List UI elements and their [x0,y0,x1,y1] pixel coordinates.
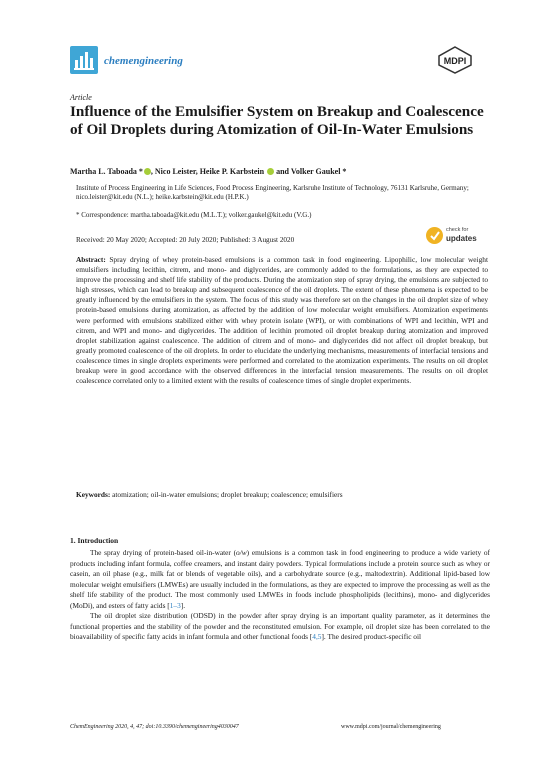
affiliation: Institute of Process Engineering in Life Sciences, Food Process Engineering, Karlsruhe Institute of Technology, 76131 Karlsruhe, Germany; nico.leister@kit.edu (N.L.); heike.karbstein@kit.edu (H.P.K.) [76,184,469,202]
keywords-text: atomization; oil-in-water emulsions; droplet breakup; coalescence; emulsifiers [112,490,343,499]
author-gaukel[interactable]: and Volker Gaukel * [276,167,347,176]
check-for-updates-badge[interactable] [426,225,480,247]
publisher-name: MDPI [443,56,467,66]
abstract [76,255,488,386]
reference-link[interactable]: 1–3 [169,600,181,610]
article-title: Influence of the Emulsifier System on Breakup and Coalescence of Oil Droplets during Atomization of Oil-In-Water Emulsions [70,103,484,138]
keywords-label: Keywords: [76,490,111,499]
authors [70,167,490,176]
correspondence: * Correspondence: martha.taboada@kit.edu (M.L.T.); volker.gaukel@kit.edu (V.G.) [76,211,312,219]
introduction-body [70,548,490,643]
updates-label-2: updates [446,234,477,243]
article-type: Article [70,93,92,102]
authors-middle[interactable]: , Nico Leister, Heike P. Karbstein [150,167,265,176]
footer-url[interactable]: www.mdpi.com/journal/chemengineering [341,724,441,730]
journal-logo-icon [70,46,98,74]
author-taboada[interactable]: Martha L. Taboada * [70,167,143,176]
abstract-label: Abstract: [76,255,106,264]
reference-link[interactable]: 4,5 [312,632,322,642]
abstract-text: Spray drying of whey protein-based emulsions is a common task in food engineering. Lipophilic, low molecular weight emulsifiers including lecithin, citrem, and mono- and diglycerides, are commonly added to the formulations, as they are expected to improve the processing and shelf life stability of the products. During the atomization step of spray drying, the emulsions are subjected to high stresses, which can lead to breakup and subsequent coalescence of the oil droplets. The extent of these phenomena is expected to be greatly influenced by the emulsifiers in the system. The focus of this study was therefore set on the changes in the oil droplet size of whey protein-based emulsions during atomization, as affected by the addition of low molecular weight emulsifiers. Atomization experiments were performed with emulsions stabilized either with whey protein isolate (WPI), or with combinations of WPI and lecithin, WPI and citrem, and WPI and mono- and diglycerides. The addition of lecithin promoted oil droplet breakup during atomization and improved droplet stabilization against coalescence. The addition of citrem and of mono- and diglycerides did not affect oil droplet breakup, but greatly promoted coalescence of the oil droplets. In order to elucidate the underlying mechanisms, measurements of interfacial tensions and coalescence times in single droplets experiments were performed and correlated to the atomization experiments. The results on oil droplet breakup were in good accordance with the observed differences in the interfacial tension measurements. The results on oil droplet coalescence correlated only to a limited extent with the results of coalescence times of single droplet experiments. [76,255,488,386]
footer-citation: ChemEngineering 2020, 4, 47; doi:10.3390/chemengineering4030047 [70,724,239,730]
mdpi-logo[interactable] [437,46,473,74]
updates-icon [426,227,443,244]
keywords [76,490,488,499]
paragraph: The oil droplet size distribution (ODSD) in the powder after spray drying is an important quality parameter, as it determines the functional properties and the stability of the powder and the reconstituted emulsion. For example, oil droplet size has been correlated to the bioavailability of specific fatty acids in infant formula and other functional foods [4,5]. The desired product-specific oil [70,611,490,642]
section-heading: 1. Introduction [70,536,119,545]
paragraph: The spray drying of protein-based oil-in-water (o/w) emulsions is a common task in food engineering to produce a wide variety of products including infant formula, coffee creamers, and instant dairy powders. Typical formulations include a protein source such as whey or casein, an oil phase (e.g., milk fat or blends of vegetable oils), and a carbohydrate source (e.g., maltodextrin). Additional lipid-based low molecular weight emulsifiers (LMWEs) are usually included in the formulations, as they are expected to improve the processing as well as the shelf life stability of the product. The most commonly used LMWEs in foods include phospholipids (lecithins), mono- and diglycerides (MoDi), and esters of fatty acids [1–3]. [70,548,490,610]
dates: Received: 20 May 2020; Accepted: 20 July 2020; Published: 3 August 2020 [76,236,295,244]
orcid-icon[interactable] [144,168,151,175]
journal-name[interactable]: chemengineering [104,55,183,67]
updates-label-1: check for [446,227,469,233]
orcid-icon[interactable] [267,168,274,175]
